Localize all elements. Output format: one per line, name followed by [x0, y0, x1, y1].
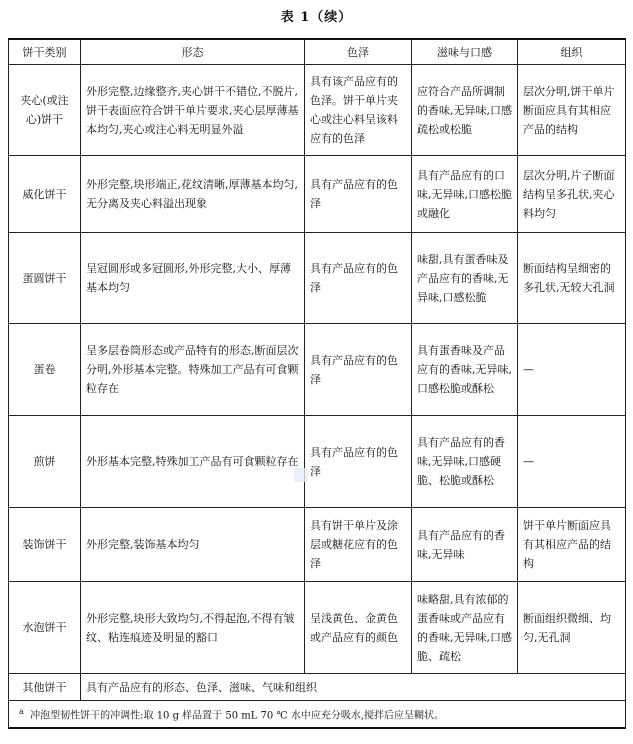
row-color: 具有产品应有的色泽 [305, 156, 412, 233]
row-taste: 具有产品应有的香味,无异味 [412, 508, 518, 582]
other-category: 其他饼干 [9, 674, 81, 701]
row-taste: 味略甜,具有浓郁的蛋香味或产品应有的香味,无异味,口感脆、疏松 [412, 582, 518, 674]
row-category: 威化饼干 [9, 156, 81, 233]
footnote-mark: a [19, 707, 24, 717]
row-taste: 具有产品应有的口味,无异味,口感松脆或融化 [412, 156, 518, 233]
row-texture: 断面组织微细、均匀,无孔洞 [518, 582, 626, 674]
table-row [9, 65, 626, 156]
other-description: 具有产品应有的形态、色泽、滋味、气味和组织 [81, 674, 626, 701]
row-shape: 呈冠圆形或多冠圆形,外形完整,大小、厚薄基本均匀 [81, 233, 305, 324]
table-row [9, 233, 626, 324]
row-category: 水泡饼干 [9, 582, 81, 674]
row-color: 具有产品应有的色泽 [305, 324, 412, 416]
row-texture: 断面结构呈细密的多孔状,无较大孔洞 [518, 233, 626, 324]
row-taste: 具有产品应有的香味,无异味,口感硬脆、松脆或酥松 [412, 416, 518, 508]
row-color: 呈浅黄色、金黄色或产品应有的颜色 [305, 582, 412, 674]
row-category: 蛋卷 [9, 324, 81, 416]
row-shape: 外形完整,块形端正,花纹清晰,厚薄基本均匀,无分离及夹心料溢出现象 [81, 156, 305, 233]
header-texture: 组织 [518, 39, 626, 65]
table-row [9, 416, 626, 508]
row-texture: — [518, 416, 626, 508]
row-taste: 味甜,具有蛋香味及产品应有的香味,无异味,口感松脆 [412, 233, 518, 324]
header-color: 色泽 [305, 39, 412, 65]
footnote [9, 701, 626, 729]
row-shape: 呈多层卷筒形态或产品特有的形态,断面层次分明,外形基本完整。特殊加工产品有可食颗粒存在 [81, 324, 305, 416]
row-category: 装饰饼干 [9, 508, 81, 582]
table-row [9, 156, 626, 233]
table-footnote-row [9, 701, 626, 729]
row-texture: 层次分明,片子断面结构呈多孔状,夹心料均匀 [518, 156, 626, 233]
table-row [9, 324, 626, 416]
row-category: 夹心(或注心)饼干 [9, 65, 81, 156]
row-shape: 外形完整,块形大致均匀,不得起泡,不得有皱纹、粘连痕迹及明显的豁口 [81, 582, 305, 674]
row-color: 具有该产品应有的色泽。饼干单片夹心或注心料呈该料应有的色泽 [305, 65, 412, 156]
row-shape: 外形完整,装饰基本均匀 [81, 508, 305, 582]
row-shape: 外形基本完整,特殊加工产品有可食颗粒存在 [81, 416, 305, 508]
row-color: 具有饼干单片及涂层或糖花应有的色泽 [305, 508, 412, 582]
header-row [9, 39, 626, 65]
row-texture: 层次分明,饼干单片断面应具有其相应产品的结构 [518, 65, 626, 156]
row-color: 具有产品应有的色泽 [305, 416, 412, 508]
header-category: 饼干类别 [9, 39, 81, 65]
footnote-text: 冲泡型韧性饼干的冲调性:取 10 g 样品置于 50 mL 70 ℃ 水中应充分吸水,搅拌后应呈糊状。 [30, 710, 445, 722]
row-texture: 饼干单片断面应具有其相应产品的结构 [518, 508, 626, 582]
biscuit-requirements-table [8, 38, 626, 729]
row-category: 煎饼 [9, 416, 81, 508]
watermark-icon [294, 468, 308, 482]
header-taste: 滋味与口感 [412, 39, 518, 65]
row-color: 具有产品应有的色泽 [305, 233, 412, 324]
row-taste: 应符合产品所调制的香味,无异味,口感疏松或松脆 [412, 65, 518, 156]
row-taste: 具有蛋香味及产品应有的香味,无异味,口感松脆或酥松 [412, 324, 518, 416]
table-row-other [9, 674, 626, 701]
row-texture: — [518, 324, 626, 416]
row-shape: 外形完整,边缘整齐,夹心饼干不错位,不脱片,饼干表面应符合饼干单片要求,夹心层厚薄基本均匀,夹心或注心料无明显外溢 [81, 65, 305, 156]
table-row [9, 582, 626, 674]
table-row [9, 508, 626, 582]
table-title: 表 1（续） [280, 10, 353, 25]
header-shape: 形态 [81, 39, 305, 65]
row-category: 蛋圆饼干 [9, 233, 81, 324]
